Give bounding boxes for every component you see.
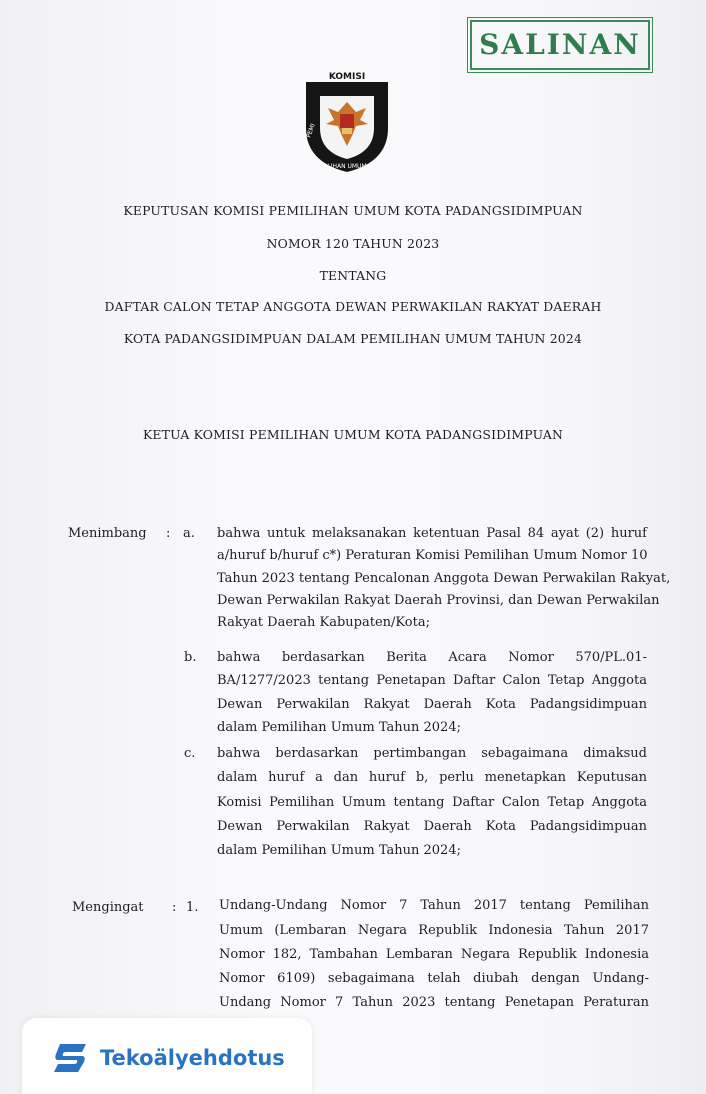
heading-number: NOMOR 120 TAHUN 2023 [266,236,440,251]
point-b-marker: b. [184,650,197,665]
point-c-line: dalam huruf a dan huruf b, perlu menetapkan Keputusan [217,770,647,785]
mengingat-label: Mengingat [72,900,144,915]
salinan-stamp: SALINAN [470,20,650,70]
point-b-line: Dewan Perwakilan Rakyat Daerah Kota Padangsidimpuan [217,697,647,712]
point-a-line: Tahun 2023 tentang Pencalonan Anggota Dewan Perwakilan Rakyat, [217,571,671,586]
kpu-logo [298,62,396,174]
logo-bottom-text: LIHAN UMUM [327,163,367,170]
ai-suggestion-badge[interactable] [22,1018,312,1094]
signer-title: KETUA KOMISI PEMILIHAN UMUM KOTA PADANGSIDIMPUAN [142,427,564,442]
ai-sparkle-icon [52,1042,88,1074]
point-a-line: bahwa untuk melaksanakan ketentuan Pasal 84 ayat (2) huruf [217,526,647,541]
item-1-marker: 1. [186,900,199,915]
point-b-line: BA/1277/2023 tentang Penetapan Daftar Calon Tetap Anggota [217,673,647,688]
point-c-marker: c. [184,746,196,761]
heading-title-1: DAFTAR CALON TETAP ANGGOTA DEWAN PERWAKILAN RAKYAT DAERAH [104,299,602,314]
heading-line-1: KEPUTUSAN KOMISI PEMILIHAN UMUM KOTA PADANGSIDIMPUAN [123,203,583,218]
point-a-line: Dewan Perwakilan Rakyat Daerah Provinsi, dan Dewan Perwakilan [217,593,660,608]
item-1-line: Umum (Lembaran Negara Republik Indonesia Tahun 2017 [219,923,649,938]
logo-top-text: KOMISI [328,72,366,82]
point-b-line: bahwa berdasarkan Berita Acara Nomor 570/PL.01- [217,650,647,665]
menimbang-label: Menimbang [68,526,147,541]
heading-tentang: TENTANG [319,268,387,283]
point-b-line: dalam Pemilihan Umum Tahun 2024; [217,720,461,735]
point-c-line: Komisi Pemilihan Umum tentang Daftar Calon Tetap Anggota [217,795,647,810]
item-1-line: Nomor 182, Tambahan Lembaran Negara Republik Indonesia [219,947,649,962]
heading-title-2: KOTA PADANGSIDIMPUAN DALAM PEMILIHAN UMUM TAHUN 2024 [123,331,583,346]
logo-side-text: PEMI [305,122,317,139]
menimbang-colon: : [166,526,171,541]
mengingat-colon: : [172,900,177,915]
point-a-line: Rakyat Daerah Kabupaten/Kota; [217,615,430,630]
point-c-line: Dewan Perwakilan Rakyat Daerah Kota Padangsidimpuan [217,819,647,834]
point-a-marker: a. [183,526,195,541]
ai-suggestion-label: Tekoälyehdotus [100,1046,285,1070]
item-1-line: Undang-Undang Nomor 7 Tahun 2017 tentang Pemilihan [219,898,649,913]
point-c-line: bahwa berdasarkan pertimbangan sebagaimana dimaksud [217,746,647,761]
point-c-line: dalam Pemilihan Umum Tahun 2024; [217,843,461,858]
item-1-line: Nomor 6109) sebagaimana telah diubah dengan Undang- [219,971,649,986]
point-a-line: a/huruf b/huruf c*) Peraturan Komisi Pemilihan Umum Nomor 10 [217,548,648,563]
item-1-line: Undang Nomor 7 Tahun 2023 tentang Penetapan Peraturan [219,995,649,1010]
